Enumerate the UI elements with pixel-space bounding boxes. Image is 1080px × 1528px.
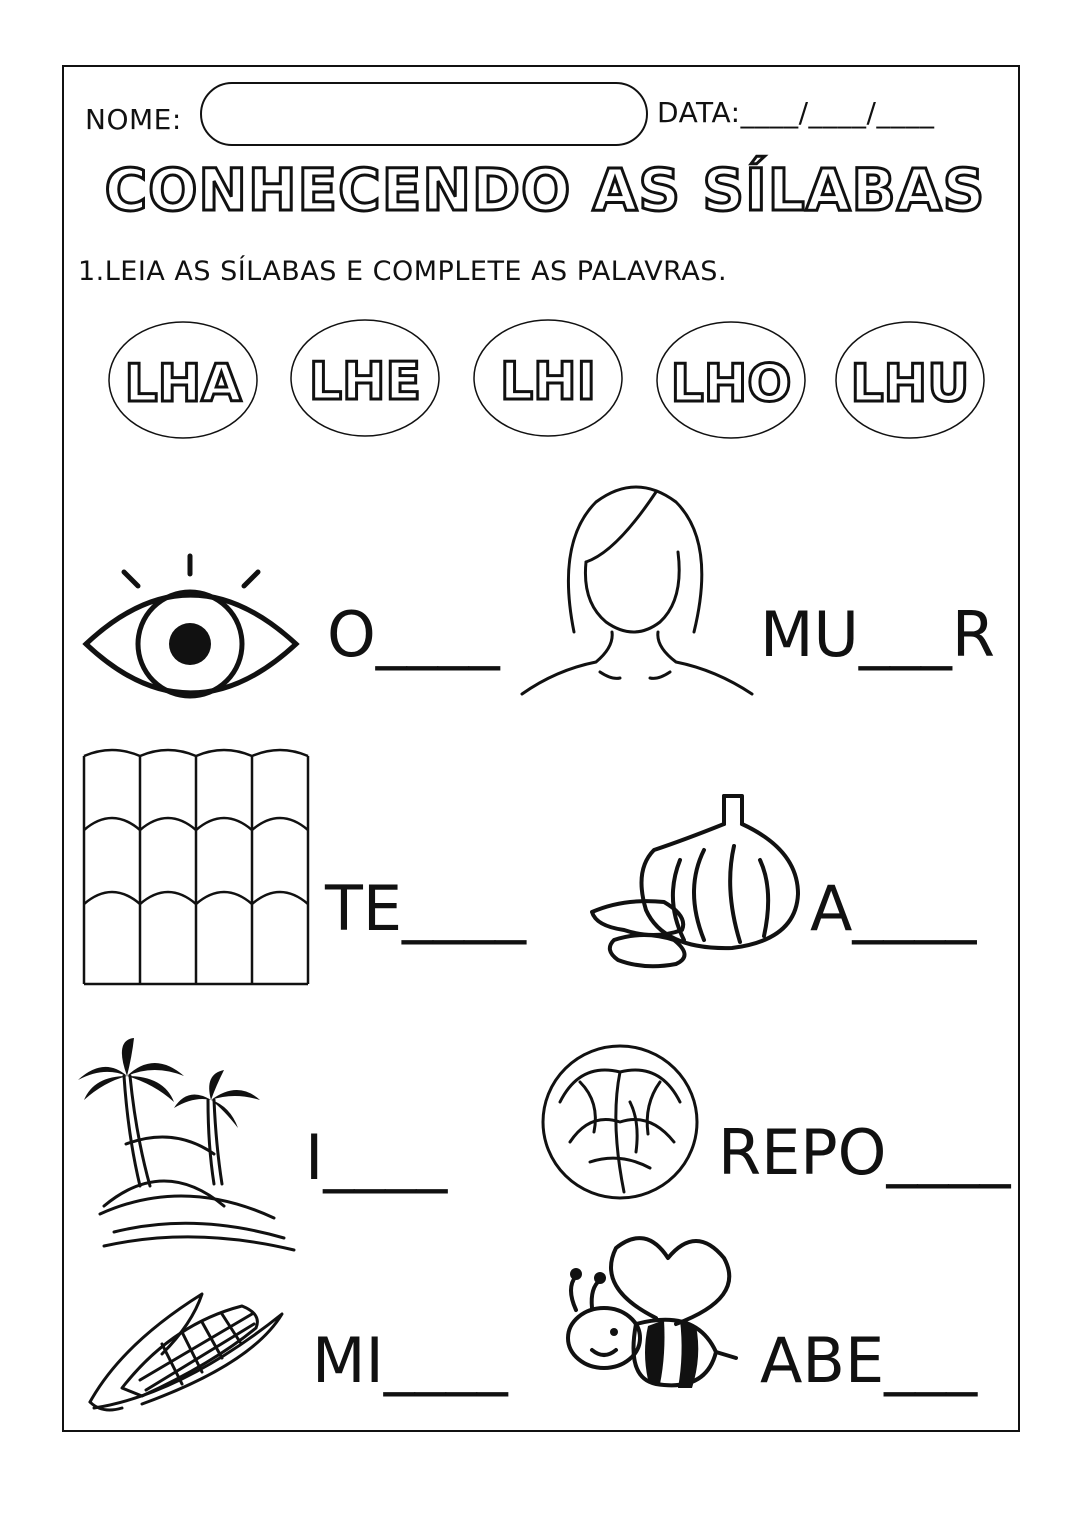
syllable-oval-lhi bbox=[474, 320, 622, 436]
eye-icon bbox=[82, 552, 302, 702]
word-abelha: ABE___ bbox=[760, 1324, 978, 1397]
svg-text:CONHECENDO AS SÍLABAS: CONHECENDO AS SÍLABAS bbox=[104, 156, 986, 224]
garlic-icon bbox=[584, 790, 804, 970]
island-icon bbox=[74, 1036, 298, 1256]
word-telha: TE____ bbox=[325, 872, 527, 945]
name-field[interactable] bbox=[200, 82, 648, 146]
word-repolho: REPO____ bbox=[718, 1116, 1011, 1189]
syllable-oval-lhu bbox=[836, 322, 984, 438]
svg-text:LHA: LHA bbox=[124, 354, 242, 414]
svg-text:LHU: LHU bbox=[850, 354, 970, 414]
svg-text:LHI: LHI bbox=[499, 352, 597, 412]
instruction-text: 1.LEIA AS SÍLABAS E COMPLETE AS PALAVRAS. bbox=[78, 256, 728, 287]
svg-text:LHO: LHO bbox=[670, 354, 792, 414]
word-mulher: MU___R bbox=[760, 598, 995, 671]
word-alho: A____ bbox=[810, 872, 977, 945]
woman-icon bbox=[516, 482, 760, 702]
roof-tiles-icon bbox=[80, 748, 312, 988]
word-milho: MI____ bbox=[312, 1324, 508, 1397]
syllable-oval-lha bbox=[109, 322, 257, 438]
bee-icon bbox=[556, 1228, 746, 1404]
svg-text:LHE: LHE bbox=[308, 352, 422, 412]
cabbage-icon bbox=[540, 1042, 702, 1202]
name-label: NOME: bbox=[85, 103, 182, 136]
corn-icon bbox=[82, 1284, 292, 1416]
worksheet-title bbox=[104, 150, 986, 230]
syllable-row bbox=[100, 315, 1000, 445]
date-label: DATA:____/____/____ bbox=[657, 96, 935, 129]
syllable-oval-lho bbox=[657, 322, 805, 438]
word-ilha: I____ bbox=[305, 1121, 448, 1194]
word-olho: O____ bbox=[327, 598, 500, 671]
syllable-oval-lhe bbox=[291, 320, 439, 436]
